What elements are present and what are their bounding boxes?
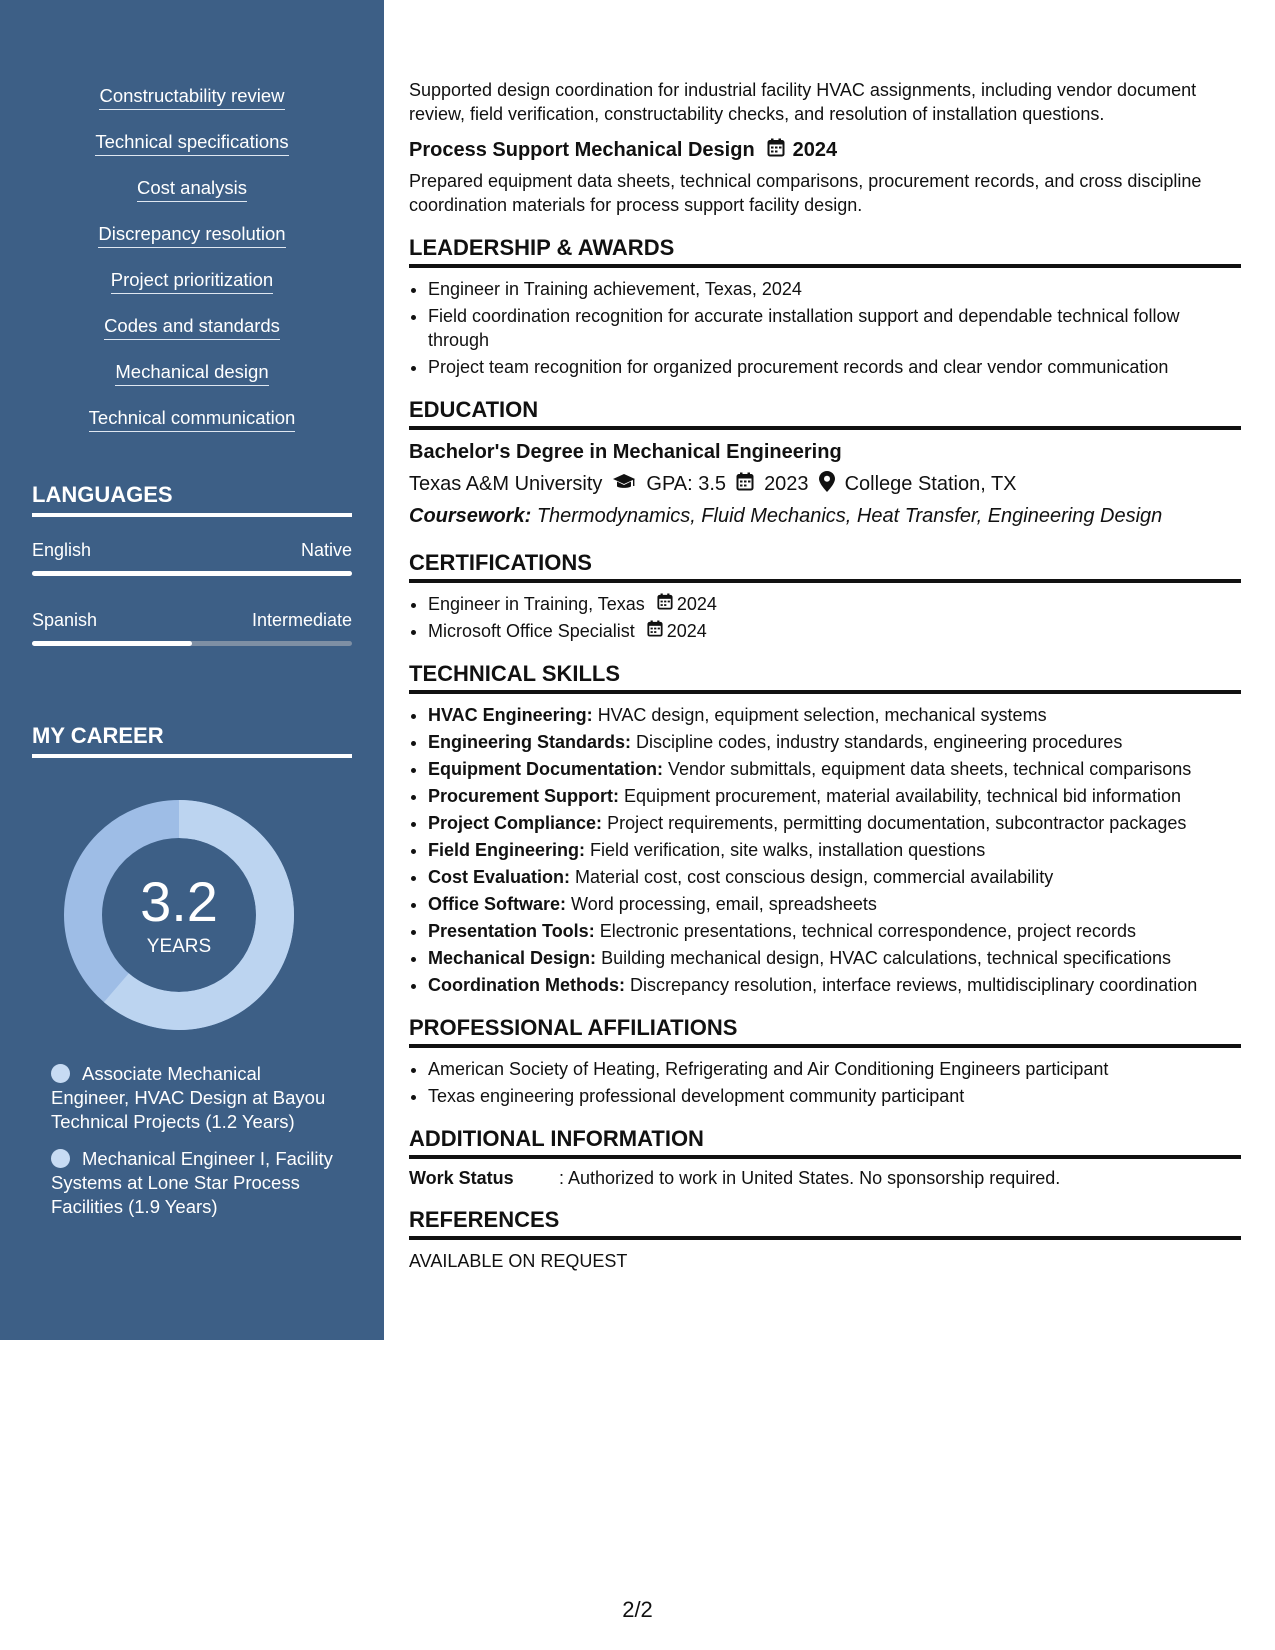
education-details: [409, 471, 1241, 498]
education-school: Texas A&M University: [409, 473, 603, 495]
list-item: [428, 730, 1241, 754]
list-item: • Texas engineering professional development community participant: [428, 1084, 1241, 1108]
project-year: 2024: [792, 139, 838, 161]
skill-item: Constructability review: [99, 84, 284, 110]
career-donut: [64, 800, 294, 1030]
certification-year: 2024: [666, 621, 707, 641]
skill-label: Field Engineering:: [428, 840, 586, 860]
graduation-cap-icon: [612, 473, 636, 497]
project-title: Process Support Mechanical Design: [409, 139, 755, 161]
skill-label: Engineering Standards:: [428, 732, 632, 752]
references-text: AVAILABLE ON REQUEST: [409, 1251, 628, 1271]
affiliations-list: [409, 1057, 1241, 1108]
list-item: • Field coordination recognition for accurate installation support and dependable technical follow through: [428, 304, 1241, 352]
skill-item: Codes and standards: [104, 314, 280, 340]
skill-text: Electronic presentations, technical correspondence, project records: [599, 921, 1136, 941]
education-gpa: GPA: 3.5: [646, 473, 727, 495]
certification-name: • Engineer in Training, Texas: [428, 594, 645, 614]
skill-item: Mechanical design: [115, 360, 268, 386]
technical-skills-heading: TECHNICAL SKILLS: [409, 661, 1241, 694]
certifications-list: [409, 592, 1241, 643]
career-item: [51, 1147, 341, 1219]
education-coursework: [409, 505, 1241, 528]
languages-heading: LANGUAGES: [32, 482, 352, 517]
work-status-value: : Authorized to work in United States. No sponsorship required.: [559, 1168, 1061, 1188]
skill-item: Project prioritization: [111, 268, 273, 294]
leadership-heading: LEADERSHIP & AWARDS: [409, 235, 1241, 268]
calendar-icon: [647, 619, 663, 643]
language-name: Spanish: [32, 610, 98, 630]
career-item: [51, 1062, 341, 1134]
skill-text: Project requirements, permitting documentation, subcontractor packages: [607, 813, 1187, 833]
skill-item: Discrepancy resolution: [98, 222, 285, 248]
education-degree: Bachelor's Degree in Mechanical Engineering: [409, 441, 842, 463]
skill-item: Technical specifications: [95, 130, 288, 156]
skill-text: Material cost, cost conscious design, commercial availability: [575, 867, 1054, 887]
coursework-text: Thermodynamics, Fluid Mechanics, Heat Transfer, Engineering Design: [536, 505, 1163, 527]
career-total: 3.2: [140, 870, 218, 933]
list-item: [428, 811, 1241, 835]
skill-label: Project Compliance:: [428, 813, 603, 833]
skill-text: Field verification, site walks, installation questions: [590, 840, 986, 860]
language-spanish: [32, 610, 352, 646]
skill-label: Cost Evaluation:: [428, 867, 571, 887]
calendar-icon: [736, 472, 754, 497]
list-item: [428, 703, 1241, 727]
skill-label: Office Software:: [428, 894, 567, 914]
list-item: [428, 973, 1241, 997]
list-item: [428, 592, 1241, 616]
skill-text: HVAC design, equipment selection, mechanical systems: [597, 705, 1047, 725]
language-bar-fill: [32, 571, 352, 576]
skill-text: Discipline codes, industry standards, engineering procedures: [636, 732, 1123, 752]
language-bar-fill: [32, 641, 192, 646]
skill-text: Word processing, email, spreadsheets: [571, 894, 877, 914]
list-item: [428, 919, 1241, 943]
skill-label: Coordination Methods:: [428, 975, 625, 995]
list-item: • American Society of Heating, Refrigerating and Air Conditioning Engineers participant: [428, 1057, 1241, 1081]
language-level: Intermediate: [251, 610, 352, 630]
list-item: [428, 892, 1241, 916]
technical-skills-list: [409, 703, 1241, 997]
project-description: Prepared equipment data sheets, technical comparisons, procurement records, and cross discipline coordination materials for process support facility design.: [409, 171, 1202, 215]
skill-text: Discrepancy resolution, interface reviews, multidisciplinary coordination: [630, 975, 1198, 995]
education-year: 2023: [764, 473, 809, 495]
career-list: [51, 1062, 341, 1232]
education-heading: EDUCATION: [409, 397, 1241, 430]
list-item: [428, 784, 1241, 808]
list-item: [428, 946, 1241, 970]
list-item: [428, 757, 1241, 781]
list-item: [428, 619, 1241, 643]
list-item: [428, 865, 1241, 889]
affiliations-heading: PROFESSIONAL AFFILIATIONS: [409, 1015, 1241, 1048]
education-location: College Station, TX: [844, 473, 1017, 495]
sidebar: [0, 0, 384, 1340]
career-dot-icon: [51, 1064, 70, 1083]
calendar-icon: [657, 592, 673, 616]
skill-text: Building mechanical design, HVAC calculations, technical specifications: [601, 948, 1172, 968]
location-pin-icon: [819, 471, 835, 498]
career-item-text: Mechanical Engineer I, Facility Systems at Lone Star Process Facilities (1.9 Years): [51, 1148, 333, 1217]
language-level: Native: [300, 540, 352, 560]
career-item-text: Associate Mechanical Engineer, HVAC Design at Bayou Technical Projects (1.2 Years): [51, 1063, 326, 1132]
skill-label: HVAC Engineering:: [428, 705, 593, 725]
list-item: [428, 838, 1241, 862]
list-item: • Engineer in Training achievement, Texas, 2024: [428, 277, 1241, 301]
career-heading: MY CAREER: [32, 723, 352, 758]
list-item: • Project team recognition for organized procurement records and clear vendor communication: [428, 355, 1241, 379]
skill-label: Procurement Support:: [428, 786, 620, 806]
skill-label: Presentation Tools:: [428, 921, 595, 941]
experience-intro: Supported design coordination for industrial facility HVAC assignments, including vendor document review, field verification, constructability checks, and resolution of installation questions.: [409, 80, 1197, 124]
language-name: English: [32, 540, 92, 560]
main-content: [409, 78, 1241, 1272]
skill-text: Vendor submittals, equipment data sheets, technical comparisons: [668, 759, 1192, 779]
leadership-list: [409, 277, 1241, 379]
skill-text: Equipment procurement, material availability, technical bid information: [624, 786, 1181, 806]
language-english: [32, 540, 352, 576]
additional-info-heading: ADDITIONAL INFORMATION: [409, 1126, 1241, 1159]
certification-year: 2024: [676, 594, 717, 614]
language-bar: [32, 641, 352, 646]
career-dot-icon: [51, 1149, 70, 1168]
skill-label: Mechanical Design:: [428, 948, 597, 968]
references-heading: REFERENCES: [409, 1207, 1241, 1240]
calendar-icon: [767, 138, 785, 163]
skill-label: Equipment Documentation:: [428, 759, 663, 779]
skills-list: [0, 84, 384, 452]
coursework-label: Coursework:: [409, 505, 532, 527]
certifications-heading: CERTIFICATIONS: [409, 550, 1241, 583]
certification-name: • Microsoft Office Specialist: [428, 621, 635, 641]
skill-item: Technical communication: [89, 406, 296, 432]
language-bar: [32, 571, 352, 576]
project-title-row: [409, 138, 1241, 163]
skill-item: Cost analysis: [137, 176, 247, 202]
work-status-label: Work Status: [409, 1168, 514, 1188]
work-status-row: [409, 1168, 1241, 1189]
career-unit: YEARS: [146, 936, 212, 957]
page-number: 2/2: [622, 1597, 653, 1622]
